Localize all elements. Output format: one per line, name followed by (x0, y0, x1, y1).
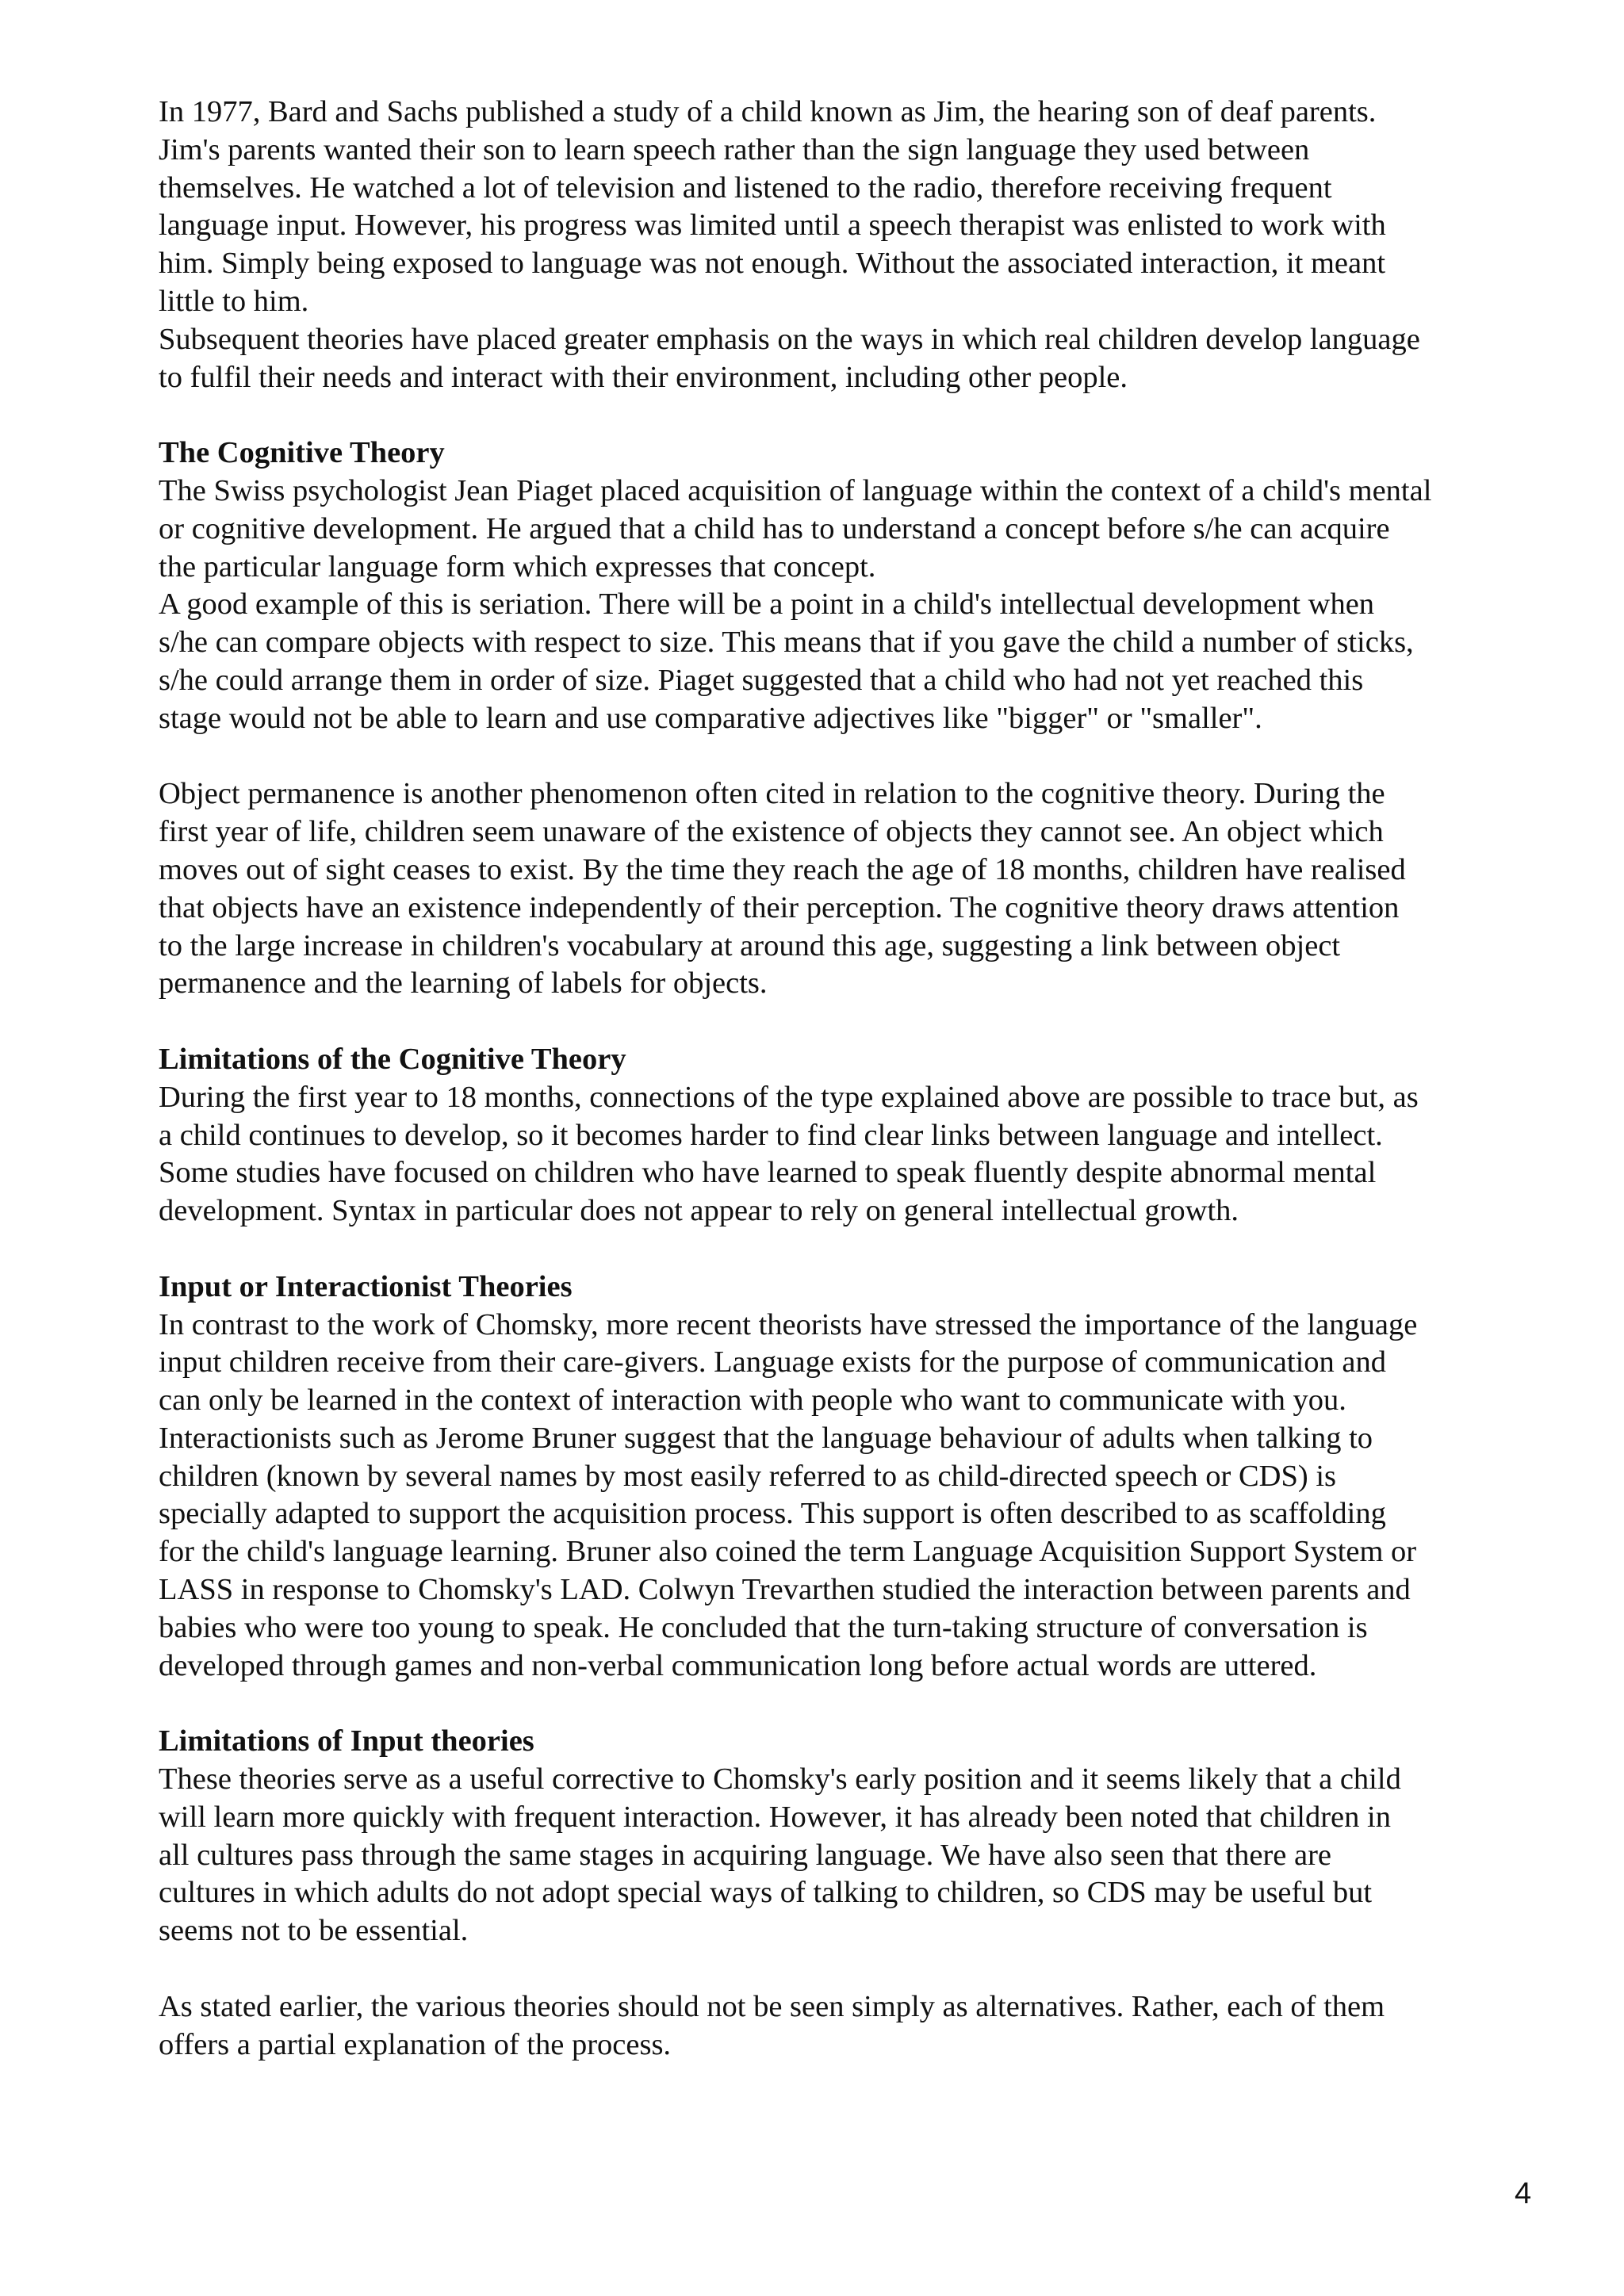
text-line: cultures in which adults do not adopt special ways of talking to children, so CDS may be useful but (159, 1876, 1373, 1910)
text-line: Subsequent theories have placed greater emphasis on the ways in which real children develop language (159, 322, 1420, 356)
text-line: or cognitive development. He argued that a child has to understand a concept before s/he can acquire (159, 511, 1390, 545)
text-line: s/he can compare objects with respect to size. This means that if you gave the child a number of sticks, (159, 626, 1414, 660)
paragraph-intro (159, 94, 1546, 396)
text-line: moves out of sight ceases to exist. By the time they reach the age of 18 months, children have realised (159, 852, 1406, 886)
section-heading: Limitations of Input theories (159, 1724, 534, 1758)
text-line: In 1977, Bard and Sachs published a study of a child known as Jim, the hearing son of deaf parents. (159, 95, 1377, 128)
text-line: a child continues to develop, so it becomes harder to find clear links between language and intellect. (159, 1118, 1383, 1152)
text-line: for the child's language learning. Bruner also coined the term Language Acquisition Support System or (159, 1535, 1417, 1569)
section-heading: Input or Interactionist Theories (159, 1269, 573, 1303)
section-limitations-input (159, 1723, 1546, 1950)
text-line: input children receive from their care-givers. Language exists for the purpose of communication and (159, 1345, 1386, 1380)
text-line: that objects have an existence independently of their perception. The cognitive theory draws attention (159, 890, 1400, 924)
text-line: Interactionists such as Jerome Bruner suggest that the language behaviour of adults when talking to (159, 1421, 1373, 1455)
text-line: The Swiss psychologist Jean Piaget placed acquisition of language within the context of a child's mental (159, 473, 1432, 507)
text-line: permanence and the learning of labels for objects. (159, 966, 768, 1001)
text-line: In contrast to the work of Chomsky, more recent theorists have stressed the importance of the language (159, 1307, 1418, 1341)
text-line: Some studies have focused on children who have learned to speak fluently despite abnormal mental (159, 1156, 1377, 1190)
text-line: babies who were too young to speak. He concluded that the turn-taking structure of conversation is (159, 1610, 1368, 1644)
text-line: can only be learned in the context of interaction with people who want to communicate with you. (159, 1383, 1346, 1418)
section-cognitive-theory (159, 434, 1546, 737)
text-line: themselves. He watched a lot of television and listened to the radio, therefore receiving frequent (159, 170, 1332, 205)
section-heading: Limitations of the Cognitive Theory (159, 1042, 626, 1076)
section-interactionist-theories (159, 1269, 1546, 1686)
document-body (159, 94, 1546, 2064)
text-line: During the first year to 18 months, connections of the type explained above are possible to trace but, as (159, 1080, 1419, 1114)
text-line: s/he could arrange them in order of size. Piaget suggested that a child who had not yet reached this (159, 663, 1364, 697)
text-line: children (known by several names by most easily referred to as child-directed speech or CDS) is (159, 1459, 1336, 1493)
text-line: the particular language form which expresses that concept. (159, 549, 876, 584)
text-line: stage would not be able to learn and use comparative adjectives like "bigger" or "smaller". (159, 701, 1262, 735)
page-number: 4 (1515, 2177, 1532, 2210)
text-line: him. Simply being exposed to language was not enough. Without the associated interaction, it meant (159, 247, 1386, 281)
text-line: little to him. (159, 284, 309, 318)
text-line: As stated earlier, the various theories should not be seen simply as alternatives. Rather, each of them (159, 1989, 1385, 2023)
paragraph-conclusion (159, 1988, 1546, 2064)
text-line: A good example of this is seriation. There will be a point in a child's intellectual development when (159, 587, 1375, 622)
text-line: These theories serve as a useful corrective to Chomsky's early position and it seems likely that a child (159, 1762, 1401, 1797)
text-line: language input. However, his progress was limited until a speech therapist was enlisted to work with (159, 209, 1386, 243)
text-line: seems not to be essential. (159, 1914, 469, 1948)
text-line: to the large increase in children's vocabulary at around this age, suggesting a link between object (159, 928, 1341, 962)
text-line: to fulfil their needs and interact with their environment, including other people. (159, 360, 1128, 394)
section-limitations-cognitive (159, 1041, 1546, 1230)
text-line: Object permanence is another phenomenon often cited in relation to the cognitive theory. During the (159, 777, 1385, 811)
text-line: all cultures pass through the same stages in acquiring language. We have also seen that there are (159, 1838, 1331, 1872)
text-line: developed through games and non-verbal communication long before actual words are uttered. (159, 1648, 1317, 1682)
text-line: LASS in response to Chomsky's LAD. Colwyn Trevarthen studied the interaction between parents and (159, 1573, 1411, 1607)
text-line: first year of life, children seem unaware of the existence of objects they cannot see. An object which (159, 815, 1384, 849)
text-line: development. Syntax in particular does not appear to rely on general intellectual growth. (159, 1194, 1239, 1228)
text-line: specially adapted to support the acquisition process. This support is often described to as scaffolding (159, 1497, 1386, 1531)
section-heading: The Cognitive Theory (159, 436, 445, 470)
text-line: Jim's parents wanted their son to learn speech rather than the sign language they used between (159, 132, 1310, 166)
paragraph-object-permanence (159, 775, 1546, 1003)
text-line: offers a partial explanation of the process. (159, 2027, 672, 2061)
text-line: will learn more quickly with frequent interaction. However, it has already been noted that children in (159, 1800, 1391, 1834)
